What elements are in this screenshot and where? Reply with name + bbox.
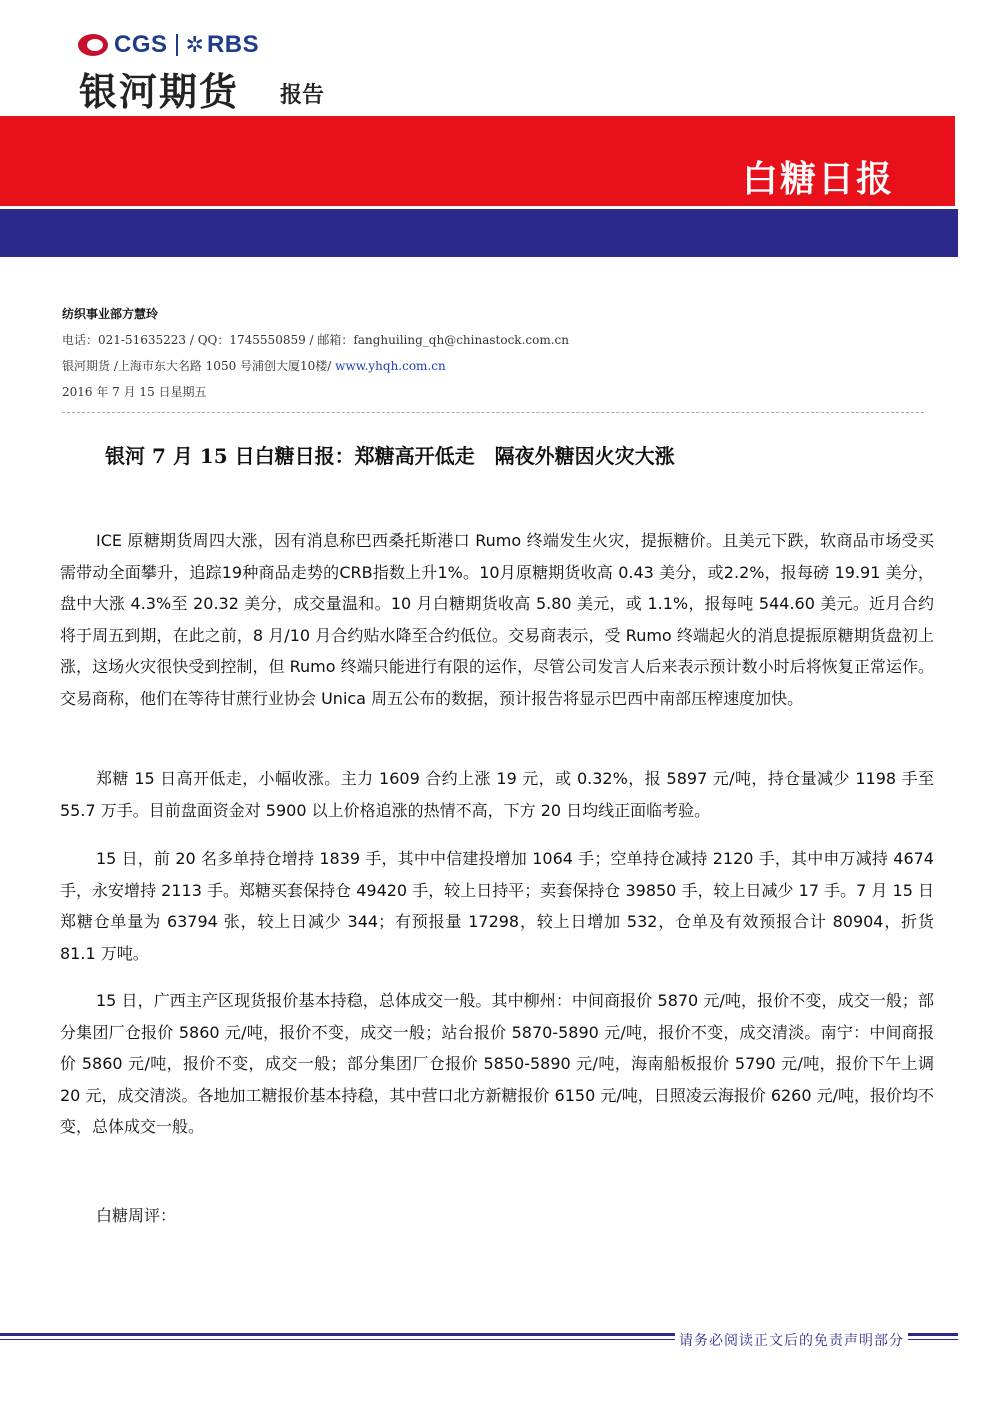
report-title: 白糖日报 <box>741 159 894 200</box>
paragraph-4: 15 日，广西主产区现货报价基本持稳，总体成交一般。其中柳州：中间商报价 5870 元/吨，报价不变，成交一般；部分集团厂仓报价 5860 元/吨，报价不变，成交一般；站台报价 5870-5890 元/吨，报价不变，成交清淡。南宁：中间商报价 5860 元/吨，报价不变，成交一般；部分集团厂仓报价 5850-5890 元/吨，海南船板报价 5790 元/吨，报价下午上调 20 元，成交清淡。各地加工糖报价基本持稳，其中营口北方新糖报价 6150 元/吨，日照凌云海报价 6260 元/吨，报价均不变，总体成交一般。 <box>60 991 935 1136</box>
address-text: 银河期货 /上海市东大名路 1050 号浦创大厦10楼/ <box>62 359 332 373</box>
brand-suffix: 报告 <box>280 83 325 108</box>
rbs-logo-icon: ✲ <box>185 32 204 58</box>
header-navy-band <box>0 209 958 257</box>
divider <box>62 412 924 413</box>
paragraph-2: 郑糖 15 日高开低走，小幅收涨。主力 1609 合约上涨 19 元，或 0.32%，报 5897 元/吨，持仓量减少 1198 手至 55.7 万手。目前盘面资金对 5900 以上价格追涨的热情不高，下方 20 日均线正面临考验。 <box>60 769 934 820</box>
logo-rbs-text: RBS <box>206 31 260 58</box>
logo <box>78 30 259 60</box>
weekly-review-label: 白糖周评： <box>96 1206 177 1225</box>
address-line <box>62 357 446 374</box>
contact-info: 电话：021-51635223 / QQ：1745550859 / 邮箱：fanghuiling_qh@chinastock.com.cn <box>62 333 569 347</box>
cgs-logo-icon <box>78 34 108 56</box>
paragraph-3: 15 日，前 20 名多单持仓增持 1839 手，其中中信建投增加 1064 手；空单持仓减持 2120 手，其中申万减持 4674 手，永安增持 2113 手。郑糖买套保持仓 49420 手，较上日持平；卖套保持仓 39850 手，较上日减少 17 手。7 月 15 日郑糖仓单量为 63794 张，较上日减少 344；有预报量 17298，较上日增加 532，仓单及有效预报合计 80904，折货 81.1 万吨。 <box>60 849 934 963</box>
paragraph-1: ICE 原糖期货周四大涨，因有消息称巴西桑托斯港口 Rumo 终端发生火灾，提振糖价。且美元下跌，软商品市场受买需带动全面攀升，追踪19种商品走势的CRB指数上升1%。10月原糖期货收高 0.43 美分，或2.2%，报每磅 19.91 美分，盘中大涨 4.3%至 20.32 美分，成交量温和。10 月白糖期货收高 5.80 美元，或 1.1%，报每吨 544.60 美元。近月合约将于周五到期，在此之前，8 月/10 月合约贴水降至合约低位。交易商表示，受 Rumo 终端起火的消息提振原糖期货盘初上涨，这场火灾很快受到控制，但 Rumo 终端只能进行有限的运作，尽管公司发言人后来表示预计数小时后将恢复正常运作。交易商称，他们在等待甘蔗行业协会 Unica 周五公布的数据，预计报告将显示巴西中南部压榨速度加快。 <box>60 531 934 708</box>
disclaimer-note: 请务必阅读正文后的免责声明部分 <box>675 1330 908 1350</box>
article-headline: 银河 7 月 15 日白糖日报：郑糖高开低走 隔夜外糖因火灾大涨 <box>105 444 675 468</box>
report-date: 2016 年 7 月 15 日星期五 <box>62 385 207 399</box>
logo-divider <box>176 34 178 56</box>
author-name: 纺织事业部方慧玲 <box>62 307 159 321</box>
website-link[interactable]: www.yhqh.com.cn <box>335 359 446 373</box>
brand-name: 银河期货 <box>79 70 240 114</box>
logo-cgs-text: CGS <box>114 31 168 58</box>
